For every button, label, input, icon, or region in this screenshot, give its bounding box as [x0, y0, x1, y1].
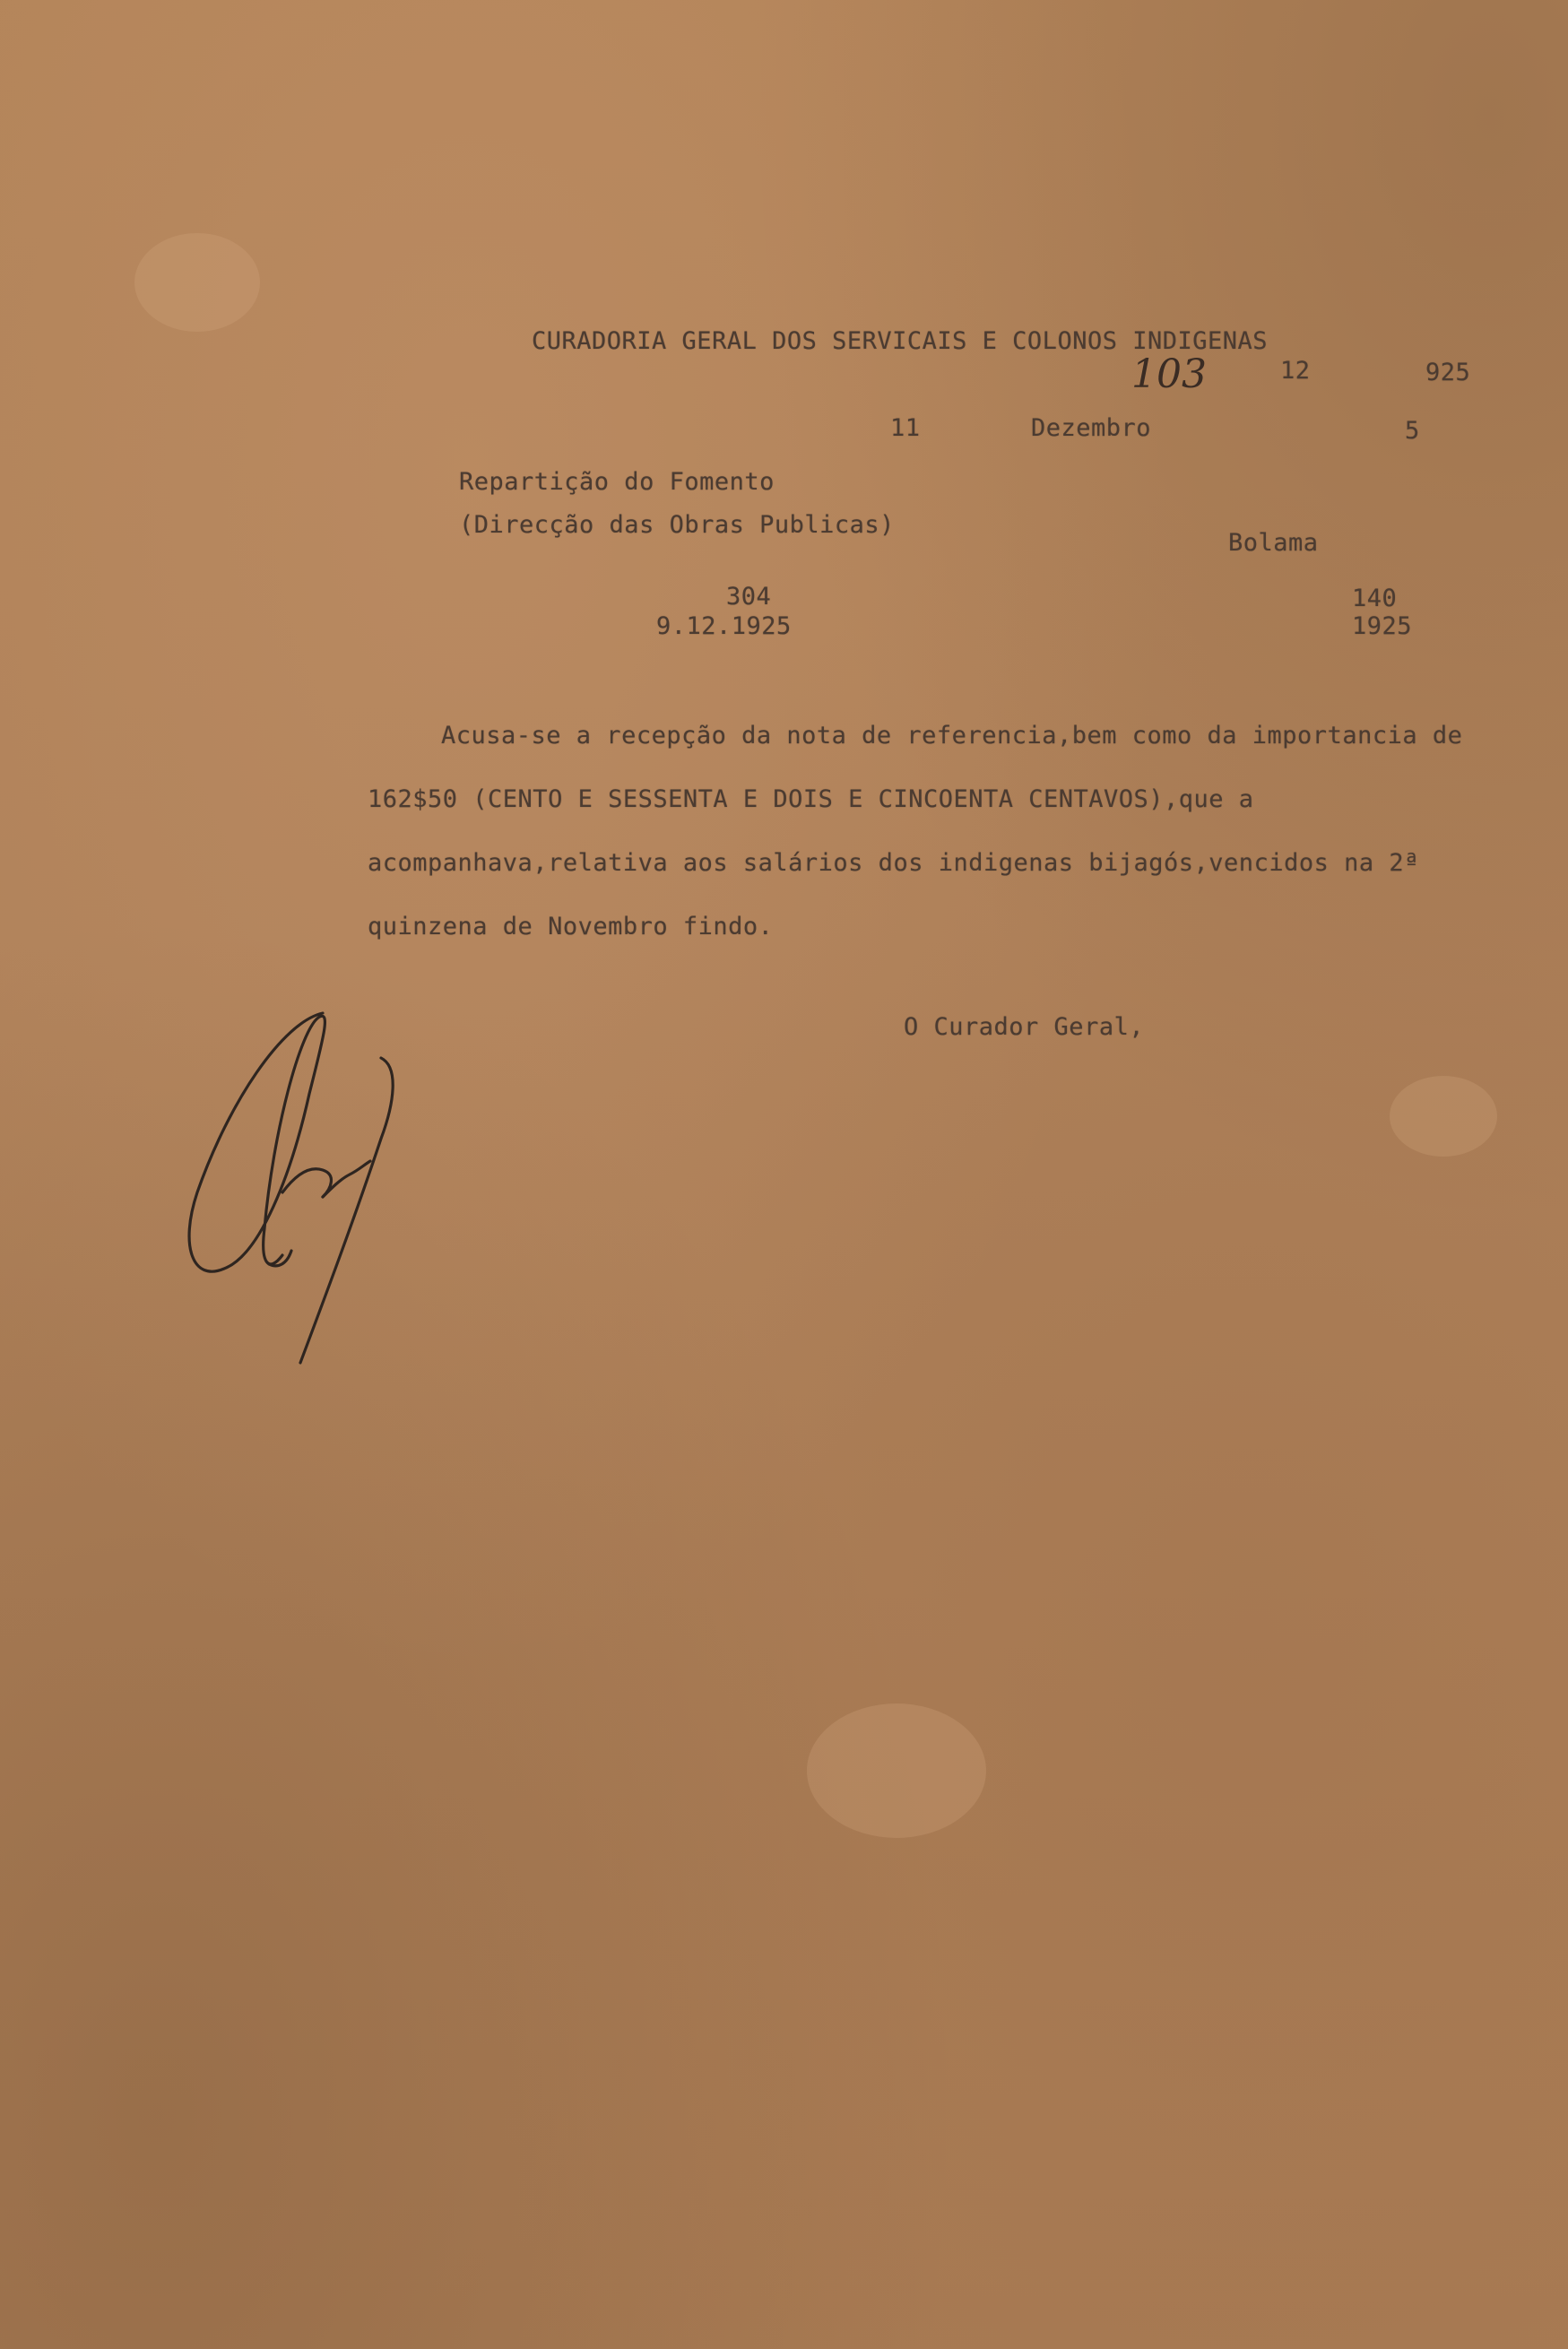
reference-year-right: 1925: [1352, 612, 1413, 640]
header-number: 12: [1280, 357, 1311, 385]
handwritten-number: 103: [1131, 351, 1207, 397]
header-year: 925: [1425, 359, 1471, 386]
body-paragraph: [368, 704, 1533, 958]
closing-signatory: O Curador Geral,: [904, 1013, 1145, 1041]
header-number-5: 5: [1405, 417, 1420, 445]
paper-stain: [134, 233, 260, 332]
recipient-line-1: Repartição do Fomento: [459, 468, 775, 496]
reference-date-left: 9.12.1925: [656, 612, 792, 640]
recipient-place: Bolama: [1228, 529, 1319, 557]
recipient-line-2: (Direcção das Obras Publicas): [459, 511, 895, 539]
paper-stain: [1390, 1076, 1497, 1157]
date-day: 11: [890, 414, 921, 442]
date-month: Dezembro: [1031, 414, 1152, 442]
paper-stain: [807, 1703, 986, 1838]
body-text: Acusa-se a recepção da nota de referencia,bem como da importancia de 162$50 (CENTO E SESSENTA E DOIS E CINCOENTA CENTAVOS),que a acompanhava,relativa aos salários dos indigenas bijagós,vencidos na 2ª quinzena de Novembro findo.: [368, 722, 1463, 940]
handwritten-signature-icon: [175, 995, 408, 1390]
reference-number-left: 304: [726, 583, 772, 611]
reference-number-right: 140: [1352, 585, 1398, 612]
office-header: CURADORIA GERAL DOS SERVICAIS E COLONOS INDIGENAS: [532, 327, 1269, 355]
